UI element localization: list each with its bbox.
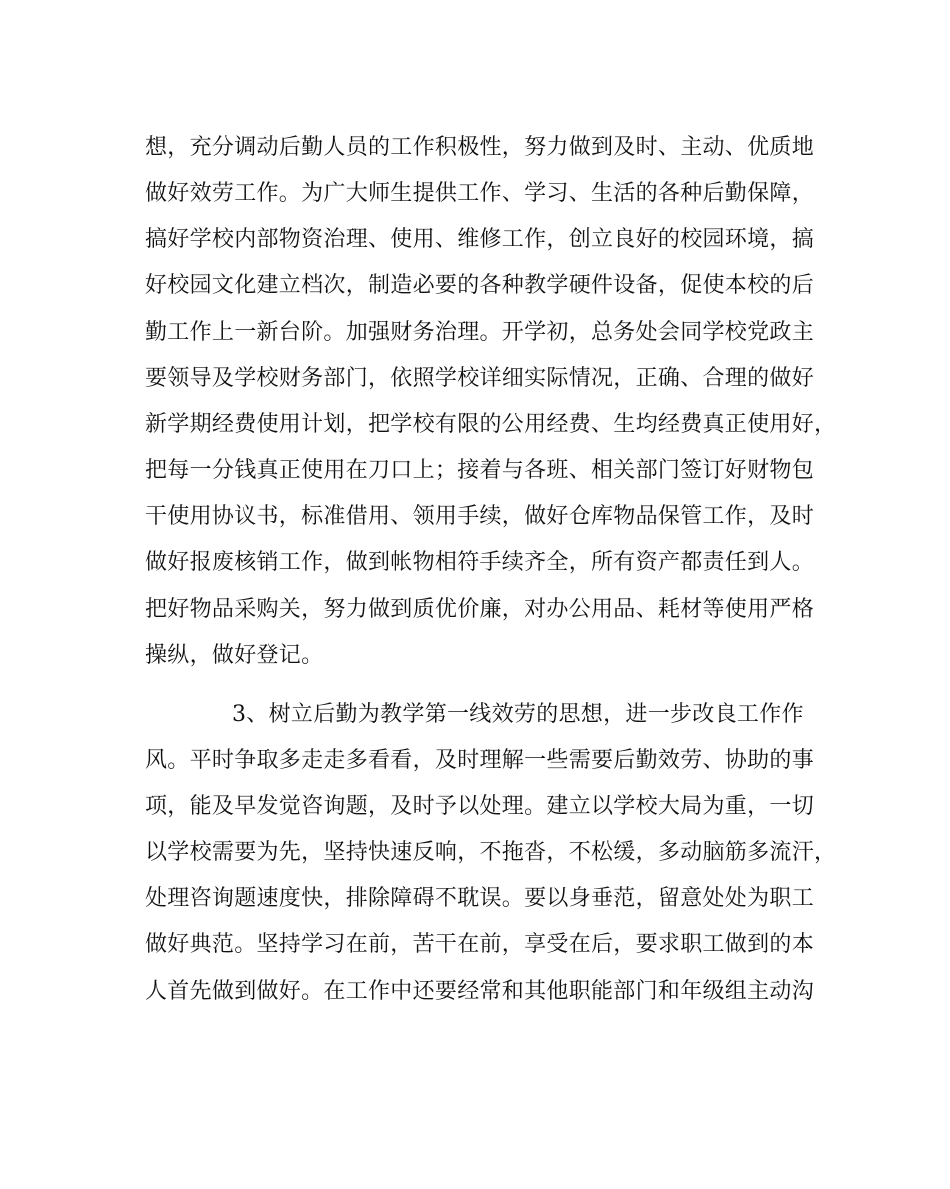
text-line: 干使用协议书，标准借用、领用手续，做好仓库物品保管工作，及时: [145, 504, 815, 529]
text-line: 好校园文化建立档次，制造必要的各种教学硬件设备，促使本校的后: [145, 273, 815, 298]
paragraph-start-line: 3、树立后勤为教学第一线效劳的思想，进一步改良工作作: [232, 702, 804, 727]
text-line: 要领导及学校财务部门，依照学校详细实际情况，正确、合理的做好: [145, 366, 815, 391]
text-line: 以学校需要为先，坚持快速反响，不拖沓，不松缓，多动脑筋多流汗，: [145, 840, 837, 865]
text-line: 勤工作上一新台阶。加强财务治理。开学初，总务处会同学校党政主: [145, 320, 815, 345]
text-line: 做好效劳工作。为广大师生提供工作、学习、生活的各种后勤保障，: [145, 181, 815, 206]
text-line: 搞好学校内部物资治理、使用、维修工作，创立良好的校园环境，搞: [145, 227, 815, 252]
text-line: 做好报废核销工作，做到帐物相符手续齐全，所有资产都责任到人。: [145, 550, 815, 575]
text-line: 新学期经费使用计划，把学校有限的公用经费、生均经费真正使用好，: [145, 412, 837, 437]
text-line: 操纵，做好登记。: [145, 643, 324, 668]
text-line: 风。平时争取多走走多看看，及时理解一些需要后勤效劳、协助的事: [145, 748, 815, 773]
text-line: 把每一分钱真正使用在刀口上；接着与各班、相关部门签订好财物包: [145, 458, 815, 483]
text-line: 把好物品采购关，努力做到质优价廉，对办公用品、耗材等使用严格: [145, 597, 815, 622]
text-line: 人首先做到做好。在工作中还要经常和其他职能部门和年级组主动沟: [145, 979, 815, 1004]
text-line: 想，充分调动后勤人员的工作积极性，努力做到及时、主动、优质地: [145, 135, 815, 160]
text-line: 处理咨询题速度快，排除障碍不耽误。要以身垂范，留意处处为职工: [145, 886, 815, 911]
text-line: 做好典范。坚持学习在前，苦干在前，享受在后，要求职工做到的本: [145, 932, 815, 957]
text-line: 项，能及早发觉咨询题，及时予以处理。建立以学校大局为重，一切: [145, 794, 815, 819]
